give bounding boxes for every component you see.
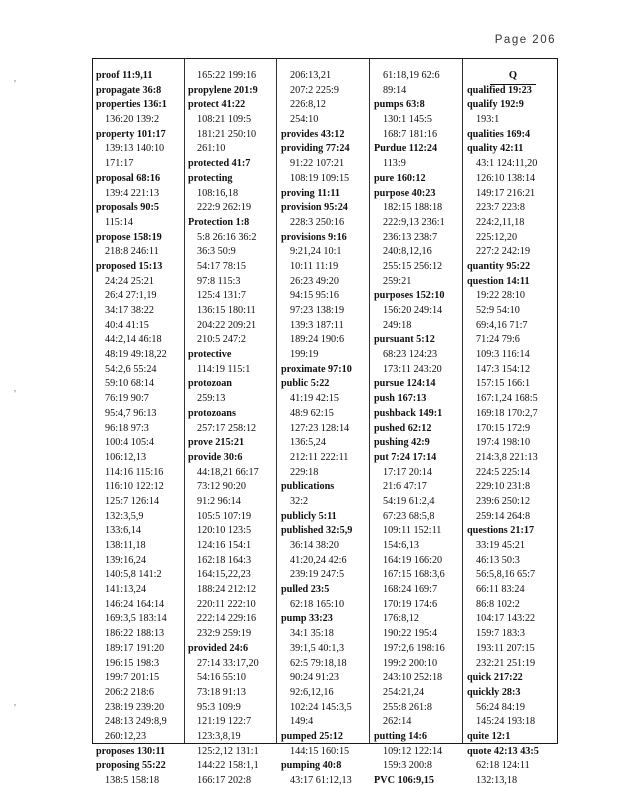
index-reference: 97:8 115:3 <box>197 275 241 287</box>
letter-section-header <box>467 69 559 84</box>
index-reference: 240:8,12,16 <box>383 246 432 258</box>
index-reference: 243:10 252:18 <box>383 672 443 684</box>
index-reference: 261:10 <box>197 143 226 155</box>
index-term: provisions 9:16 <box>281 231 347 243</box>
index-reference: 166:17 202:8 <box>197 775 252 786</box>
index-reference: 257:17 258:12 <box>197 422 257 434</box>
index-term: propose 158:19 <box>96 231 162 243</box>
index-term: putting 14:6 <box>374 730 427 742</box>
index-reference: 5:8 26:16 36:2 <box>197 231 257 243</box>
left-margin-mark: ' <box>14 388 16 400</box>
index-reference: 182:15 188:18 <box>383 202 443 214</box>
index-reference: 144:22 158:1,1 <box>197 760 259 772</box>
index-reference: 145:24 193:18 <box>476 716 536 728</box>
index-reference: 214:3,8 221:13 <box>476 451 538 463</box>
index-term: propagate 36:8 <box>96 84 162 96</box>
index-reference: 186:22 188:13 <box>105 628 165 640</box>
index-column-1 <box>96 69 188 789</box>
index-reference: 32:2 <box>290 495 309 507</box>
index-term: provision 95:24 <box>281 202 348 214</box>
index-reference: 199:2 200:10 <box>383 657 438 669</box>
index-column-5 <box>467 69 559 789</box>
index-reference: 197:2,6 198:16 <box>383 642 445 654</box>
index-reference: 40:4 41:15 <box>105 319 149 331</box>
index-term: pursuant 5:12 <box>374 334 435 346</box>
index-reference: 232:21 251:19 <box>476 657 536 669</box>
index-reference: 169:3,5 183:14 <box>105 613 167 625</box>
index-term: Protection 1:8 <box>188 216 250 228</box>
index-reference: 109:3 116:14 <box>476 349 530 361</box>
index-reference: 222:9,13 236:1 <box>383 216 445 228</box>
index-term: pumping 40:8 <box>281 760 342 772</box>
index-reference: 147:3 154:12 <box>476 363 531 375</box>
index-term: pure 160:12 <box>374 172 426 184</box>
index-reference: 176:8,12 <box>383 613 419 625</box>
index-reference: 222:9 262:19 <box>197 202 252 214</box>
index-reference: 116:10 122:12 <box>105 481 164 493</box>
index-reference: 62:5 79:18,18 <box>290 657 347 669</box>
index-reference: 162:18 164:3 <box>197 554 252 566</box>
index-reference: 34:17 38:22 <box>105 305 154 316</box>
index-term: push 167:13 <box>374 393 427 405</box>
index-reference: 125:2,12 131:1 <box>197 745 259 757</box>
index-reference: 48:9 62:15 <box>290 407 334 419</box>
index-reference: 173:11 243:20 <box>383 363 442 375</box>
index-reference: 167:1,24 168:5 <box>476 393 538 405</box>
index-reference: 130:1 145:5 <box>383 114 432 126</box>
index-reference: 190:22 195:4 <box>383 628 438 640</box>
index-reference: 149:4 <box>290 716 314 728</box>
index-reference: 54:2,6 55:24 <box>105 363 157 375</box>
index-reference: 69:4,16 71:7 <box>476 319 528 331</box>
left-margin-mark: ' <box>14 78 16 90</box>
index-reference: 136:15 180:11 <box>197 305 256 316</box>
index-reference: 210:5 247:2 <box>197 334 246 346</box>
index-reference: 239:19 247:5 <box>290 569 345 581</box>
index-reference: 125:4 131:7 <box>197 290 246 302</box>
index-reference: 164:19 166:20 <box>383 554 443 566</box>
index-reference: 41:20,24 42:6 <box>290 554 347 566</box>
index-term: question 14:11 <box>467 275 530 287</box>
index-reference: 127:23 128:14 <box>290 422 350 434</box>
index-reference: 197:4 198:10 <box>476 437 531 449</box>
index-term: protected 41:7 <box>188 158 251 170</box>
index-term: pursue 124:14 <box>374 378 436 390</box>
index-reference: 224:5 225:14 <box>476 466 531 478</box>
index-reference: 68:23 124:23 <box>383 349 438 361</box>
index-reference: 34:1 35:18 <box>290 628 334 640</box>
index-term: proof 11:9,11 <box>96 70 153 81</box>
index-reference: 115:14 <box>105 216 133 228</box>
index-term: quick 217:22 <box>467 672 523 684</box>
index-reference: 26:4 27:1,19 <box>105 290 157 302</box>
index-term: protect 41:22 <box>188 99 246 111</box>
index-term: proximate 97:10 <box>281 363 352 375</box>
index-reference: 62:18 124:11 <box>476 760 530 772</box>
index-reference: 43:1 124:11,20 <box>476 158 538 170</box>
index-reference: 193:11 207:15 <box>476 642 535 654</box>
index-column-4 <box>374 69 466 789</box>
index-reference: 159:7 183:3 <box>476 628 525 640</box>
index-term: properties 136:1 <box>96 99 167 111</box>
index-reference: 225:12,20 <box>476 231 518 243</box>
index-reference: 91:22 107:21 <box>290 158 345 170</box>
index-reference: 259:13 <box>197 393 226 405</box>
index-term: quality 42:11 <box>467 143 524 155</box>
index-term: proposes 130:11 <box>96 745 166 757</box>
index-reference: 105:5 107:19 <box>197 510 252 522</box>
index-reference: 59:10 68:14 <box>105 378 154 390</box>
index-term: questions 21:17 <box>467 525 535 537</box>
index-reference: 212:11 222:11 <box>290 451 349 463</box>
index-term: qualified 19:23 <box>467 84 532 96</box>
index-reference: 222:14 229:16 <box>197 613 257 625</box>
index-reference: 164:15,22,23 <box>197 569 251 581</box>
index-reference: 109:11 152:11 <box>383 525 442 537</box>
index-reference: 139:16,24 <box>105 554 147 566</box>
index-reference: 181:21 250:10 <box>197 128 257 140</box>
index-term: public 5:22 <box>281 378 330 390</box>
index-reference: 62:18 165:10 <box>290 598 345 610</box>
index-term: protecting <box>188 172 233 184</box>
index-reference: 262:14 <box>383 716 412 728</box>
index-reference: 229:10 231:8 <box>476 481 531 493</box>
letter-section-label: Q <box>490 69 536 85</box>
index-reference: 146:24 164:14 <box>105 598 165 610</box>
index-reference: 165:22 199:16 <box>197 70 257 81</box>
index-reference: 41:19 42:15 <box>290 393 339 405</box>
index-term: qualify 192:9 <box>467 99 524 111</box>
index-reference: 73:12 90:20 <box>197 481 246 493</box>
index-column-2 <box>188 69 280 789</box>
index-term: pushback 149:1 <box>374 407 443 419</box>
index-reference: 94:15 95:16 <box>290 290 339 302</box>
index-term: protective <box>188 349 232 361</box>
index-term: quote 42:13 43:5 <box>467 745 539 757</box>
index-reference: 224:2,11,18 <box>476 216 525 228</box>
index-reference: 126:10 138:14 <box>476 172 536 184</box>
index-reference: 114:16 115:16 <box>105 466 164 478</box>
index-term: pumped 25:12 <box>281 730 343 742</box>
index-reference: 100:4 105:4 <box>105 437 154 449</box>
index-reference: 21:6 47:17 <box>383 481 427 493</box>
index-reference: 255:8 261:8 <box>383 701 432 713</box>
index-reference: 193:1 <box>476 114 500 126</box>
index-term: pushing 42:9 <box>374 437 430 449</box>
index-reference: 204:22 209:21 <box>197 319 257 331</box>
index-reference: 86:8 102:2 <box>476 598 520 610</box>
index-reference: 10:11 11:19 <box>290 260 339 272</box>
index-term: publications <box>281 481 335 493</box>
index-reference: 121:19 122:7 <box>197 716 252 728</box>
index-term: published 32:5,9 <box>281 525 353 537</box>
index-reference: 239:6 250:12 <box>476 495 531 507</box>
index-reference: 136:20 139:2 <box>105 114 160 126</box>
index-reference: 254:21,24 <box>383 686 425 698</box>
index-reference: 133:6,14 <box>105 525 141 537</box>
index-term: provides 43:12 <box>281 128 345 140</box>
index-reference: 54:17 78:15 <box>197 260 246 272</box>
index-term: provided 24:6 <box>188 642 249 654</box>
index-term: pulled 23:5 <box>281 584 330 596</box>
index-term: provide 30:6 <box>188 451 243 463</box>
index-reference: 114:19 115:1 <box>197 363 251 375</box>
index-reference: 170:15 172:9 <box>476 422 531 434</box>
index-reference: 109:12 122:14 <box>383 745 443 757</box>
index-reference: 156:20 249:14 <box>383 305 443 316</box>
index-reference: 170:19 174:6 <box>383 598 438 610</box>
index-reference: 144:15 160:15 <box>290 745 350 757</box>
index-term: Purdue 112:24 <box>374 143 438 155</box>
index-reference: 36:3 50:9 <box>197 246 236 258</box>
index-reference: 39:1,5 40:1,3 <box>290 642 345 654</box>
index-reference: 120:10 123:5 <box>197 525 252 537</box>
index-reference: 220:11 222:10 <box>197 598 256 610</box>
index-term: protozoan <box>188 378 232 390</box>
index-reference: 159:3 200:8 <box>383 760 432 772</box>
index-term: quickly 28:3 <box>467 686 521 698</box>
index-reference: 249:18 <box>383 319 412 331</box>
index-reference: 189:17 191:20 <box>105 642 165 654</box>
index-reference: 138:5 158:18 <box>105 775 160 786</box>
index-reference: 132:3,5,9 <box>105 510 144 522</box>
index-term: property 101:17 <box>96 128 166 140</box>
index-reference: 96:18 97:3 <box>105 422 149 434</box>
index-reference: 56:24 84:19 <box>476 701 525 713</box>
index-reference: 168:24 169:7 <box>383 584 438 596</box>
index-reference: 95:4,7 96:13 <box>105 407 157 419</box>
index-reference: 73:18 91:13 <box>197 686 246 698</box>
index-reference: 108:16,18 <box>197 187 239 199</box>
index-term: protozoans <box>188 407 236 419</box>
index-reference: 228:3 250:16 <box>290 216 345 228</box>
index-reference: 54:19 61:2,4 <box>383 495 435 507</box>
index-reference: 95:3 109:9 <box>197 701 241 713</box>
index-reference: 139:3 187:11 <box>290 319 344 331</box>
index-reference: 92:6,12,16 <box>290 686 334 698</box>
index-reference: 199:7 201:15 <box>105 672 160 684</box>
index-reference: 260:12,23 <box>105 730 147 742</box>
index-reference: 66:11 83:24 <box>476 584 525 596</box>
index-reference: 71:24 79:6 <box>476 334 520 346</box>
index-reference: 24:24 25:21 <box>105 275 154 287</box>
index-reference: 149:17 216:21 <box>476 187 536 199</box>
index-reference: 206:13,21 <box>290 70 332 81</box>
index-reference: 124:16 154:1 <box>197 540 252 551</box>
left-margin-mark: ' <box>14 702 16 714</box>
index-reference: 255:15 256:12 <box>383 260 443 272</box>
index-reference: 188:24 212:12 <box>197 584 257 596</box>
index-reference: 168:7 181:16 <box>383 128 438 140</box>
index-reference: 125:7 126:14 <box>105 495 160 507</box>
index-reference: 104:17 143:22 <box>476 613 536 625</box>
index-reference: 97:23 138:19 <box>290 305 345 316</box>
index-reference: 67:23 68:5,8 <box>383 510 435 522</box>
index-reference: 17:17 20:14 <box>383 466 432 478</box>
index-term: put 7:24 17:14 <box>374 451 437 463</box>
index-term: proposing 55:22 <box>96 760 166 772</box>
index-reference: 154:6,13 <box>383 540 419 551</box>
index-reference: 139:13 140:10 <box>105 143 165 155</box>
index-reference: 259:21 <box>383 275 412 287</box>
index-reference: 76:19 90:7 <box>105 393 149 405</box>
index-reference: 254:10 <box>290 114 319 126</box>
index-term: proposal 68:16 <box>96 172 161 184</box>
word-index-frame <box>92 58 558 786</box>
index-reference: 9:21,24 10:1 <box>290 246 342 258</box>
index-reference: 232:9 259:19 <box>197 628 252 640</box>
index-term: proposals 90:5 <box>96 202 159 214</box>
index-term: quite 12:1 <box>467 730 511 742</box>
index-reference: 113:9 <box>383 158 406 170</box>
index-column-3 <box>281 69 373 789</box>
index-reference: 90:24 91:23 <box>290 672 339 684</box>
index-reference: 141:13,24 <box>105 584 147 596</box>
index-term: purposes 152:10 <box>374 290 445 302</box>
index-term: prove 215:21 <box>188 437 245 449</box>
index-reference: 218:8 246:11 <box>105 246 159 258</box>
index-reference: 43:17 61:12,13 <box>290 775 352 786</box>
index-term: purpose 40:23 <box>374 187 436 199</box>
index-term: propylene 201:9 <box>188 84 258 96</box>
index-reference: 169:18 170:2,7 <box>476 407 538 419</box>
index-reference: 171:17 <box>105 158 134 170</box>
index-reference: 206:2 218:6 <box>105 686 154 698</box>
index-reference: 207:2 225:9 <box>290 84 339 96</box>
index-reference: 36:14 38:20 <box>290 540 339 551</box>
index-reference: 227:2 242:19 <box>476 246 531 258</box>
index-term: proving 11:11 <box>281 187 340 199</box>
index-term: quantity 95:22 <box>467 260 531 272</box>
index-reference: 139:4 221:13 <box>105 187 160 199</box>
page-number: Page 206 <box>494 34 556 46</box>
index-term: pushed 62:12 <box>374 422 432 434</box>
index-reference: 226:8,12 <box>290 99 326 111</box>
index-reference: 167:15 168:3,6 <box>383 569 445 581</box>
index-reference: 89:14 <box>383 84 407 96</box>
index-term: pump 33:23 <box>281 613 333 625</box>
index-reference: 44:18,21 66:17 <box>197 466 259 478</box>
index-reference: 140:5,8 141:2 <box>105 569 162 581</box>
index-reference: 44:2,14 46:18 <box>105 334 162 346</box>
index-reference: 123:3,8,19 <box>197 730 241 742</box>
index-reference: 56:5,8,16 65:7 <box>476 569 536 581</box>
index-reference: 248:13 249:8,9 <box>105 716 167 728</box>
index-reference: 196:15 198:3 <box>105 657 160 669</box>
index-reference: 26:23 49:20 <box>290 275 339 287</box>
index-term: providing 77:24 <box>281 143 350 155</box>
index-reference: 199:19 <box>290 349 319 361</box>
index-reference: 132:13,18 <box>476 775 518 786</box>
index-term: pumps 63:8 <box>374 99 425 111</box>
index-reference: 223:7 223:8 <box>476 202 525 214</box>
index-reference: 48:19 49:18,22 <box>105 349 167 361</box>
index-reference: 236:13 238:7 <box>383 231 438 243</box>
index-reference: 157:15 166:1 <box>476 378 531 390</box>
index-reference: 102:24 145:3,5 <box>290 701 352 713</box>
index-reference: 138:11,18 <box>105 540 146 551</box>
index-reference: 91:2 96:14 <box>197 495 241 507</box>
index-reference: 108:21 109:5 <box>197 114 252 126</box>
index-reference: 33:19 45:21 <box>476 540 525 551</box>
index-reference: 106:12,13 <box>105 451 147 463</box>
index-term: proposed 15:13 <box>96 260 163 272</box>
index-reference: 238:19 239:20 <box>105 701 165 713</box>
index-reference: 229:18 <box>290 466 319 478</box>
index-reference: 46:13 50:3 <box>476 554 520 566</box>
index-reference: 189:24 190:6 <box>290 334 345 346</box>
index-term: qualities 169:4 <box>467 128 531 140</box>
index-reference: 61:18,19 62:6 <box>383 70 440 81</box>
index-reference: 259:14 264:8 <box>476 510 531 522</box>
index-term: PVC 106:9,15 <box>374 775 434 786</box>
index-reference: 52:9 54:10 <box>476 305 520 316</box>
index-reference: 19:22 28:10 <box>476 290 525 302</box>
index-reference: 54:16 55:10 <box>197 672 246 684</box>
index-term: publicly 5:11 <box>281 510 337 522</box>
index-reference: 136:5,24 <box>290 437 326 449</box>
index-reference: 27:14 33:17,20 <box>197 657 259 669</box>
index-reference: 108:19 109:15 <box>290 172 350 184</box>
